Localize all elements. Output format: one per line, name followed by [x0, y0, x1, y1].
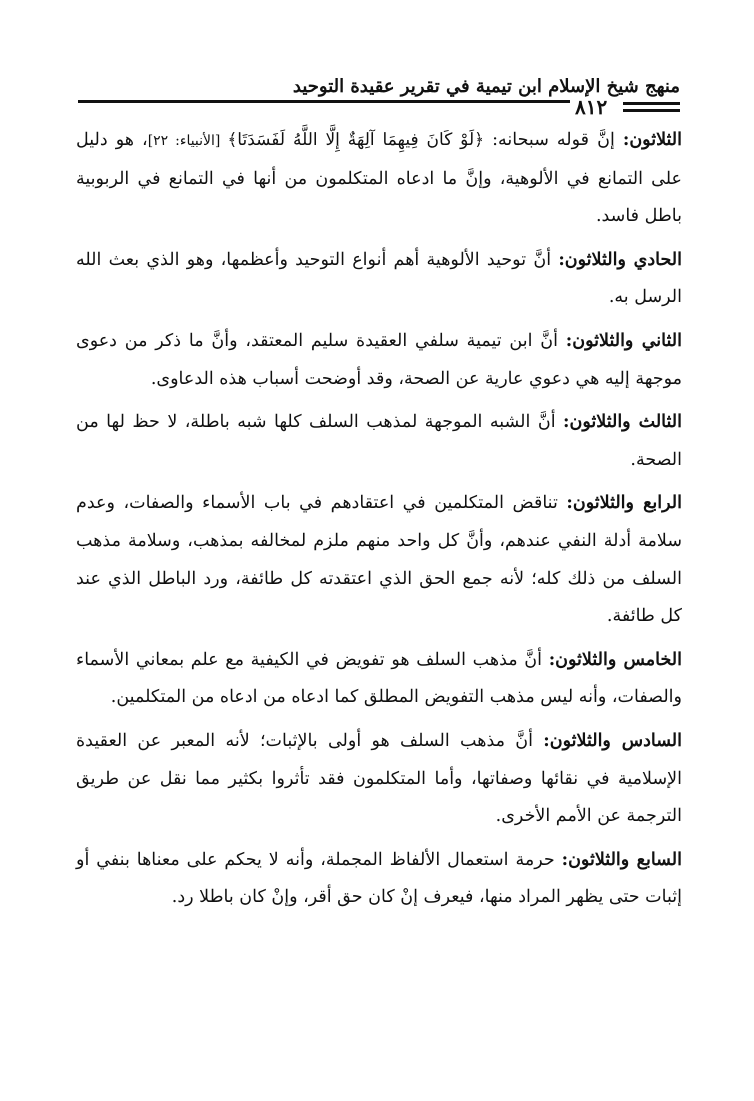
paragraph-text: أنَّ مذهب السلف هو أولى بالإثبات؛ لأنه المعبر عن العقيدة الإسلامية في نقائها وصفاتها، وأما المتكلمون فقد تأثروا بكثير مما نقل عن طريق الترجمة عن الأمم الأخرى. [76, 730, 682, 827]
page-number: ٨١٢ [575, 95, 608, 119]
paragraph-37 [76, 842, 682, 917]
paragraph-label: الرابع والثلاثون: [566, 493, 682, 514]
page-number-bars [623, 98, 680, 116]
paragraph-label: الثالث والثلاثون: [563, 412, 682, 433]
bar-bottom [623, 109, 680, 112]
paragraph-label: السادس والثلاثون: [543, 730, 682, 751]
paragraph-text: حرمة استعمال الألفاظ المجملة، وأنه لا يحكم على معناها بنفي أو إثبات حتى يظهر المراد منها، فيعرف إنْ كان حق أقر، وإنْ كان باطلا رد. [76, 849, 682, 908]
paragraph-text: أنَّ توحيد الألوهية أهم أنواع التوحيد وأعظمها، وهو الذي بعث الله الرسل به. [76, 249, 682, 308]
paragraph-label: السابع والثلاثون: [561, 849, 682, 870]
verse-citation: [الأنبياء: ٢٢] [147, 133, 228, 149]
paragraph-30 [76, 122, 682, 236]
paragraph-label: الثاني والثلاثون: [565, 330, 682, 351]
paragraph-label: الثلاثون: [622, 130, 682, 150]
page-number-block [575, 96, 680, 118]
paragraph-text: أنَّ مذهب السلف هو تفويض في الكيفية مع علم بمعاني الأسماء والصفات، وأنه ليس مذهب التفويض المطلق كما ادعاه من ادعاه من المتكلمين. [76, 649, 682, 708]
paragraph-text: ، هو دليل على التمانع في الألوهية، وإنَّ ما ادعاه المتكلمون من أنها في التمانع في الربوبية باطل فاسد. [76, 130, 682, 227]
running-header-title: منهج شيخ الإسلام ابن تيمية في تقرير عقيدة التوحيد [292, 75, 680, 97]
bar-top [623, 102, 680, 105]
paragraph-text: تناقض المتكلمين في اعتقادهم في باب الأسماء والصفات، وعدم سلامة أدلة النفي عندهم، وأنَّ كل واحد منهم ملزم لمخالفه بمذهب، وسلامة مذهب السلف من ذلك كله؛ لأنه جمع الحق الذي اعتقدته كل طائفة، ورد الباطل الذي عند كل طائفة. [76, 493, 682, 627]
paragraph-label: الخامس والثلاثون: [548, 649, 682, 670]
paragraph-33 [76, 404, 682, 479]
quran-verse: ﴿لَوْ كَانَ فِيهِمَا آلِهَةٌ إِلَّا اللَّهُ لَفَسَدَتَا﴾ [227, 130, 485, 150]
paragraph-32 [76, 323, 682, 398]
paragraph-text: أنَّ ابن تيمية سلفي العقيدة سليم المعتقد، وأنَّ ما ذكر من دعوى موجهة إليه هي دعوي عارية عن الصحة، وقد أوضحت أسباب هذه الدعاوى. [76, 330, 682, 389]
paragraph-36 [76, 723, 682, 836]
header-rule [78, 100, 570, 103]
paragraph-34 [76, 485, 682, 635]
paragraph-text: إنَّ قوله سبحانه: [484, 130, 623, 150]
paragraph-31 [76, 242, 682, 317]
paragraph-label: الحادي والثلاثون: [558, 249, 682, 270]
page-body [76, 122, 682, 923]
paragraph-35 [76, 642, 682, 717]
paragraph-text: أنَّ الشبه الموجهة لمذهب السلف كلها شبه باطلة، لا حظ لها من الصحة. [76, 412, 682, 470]
